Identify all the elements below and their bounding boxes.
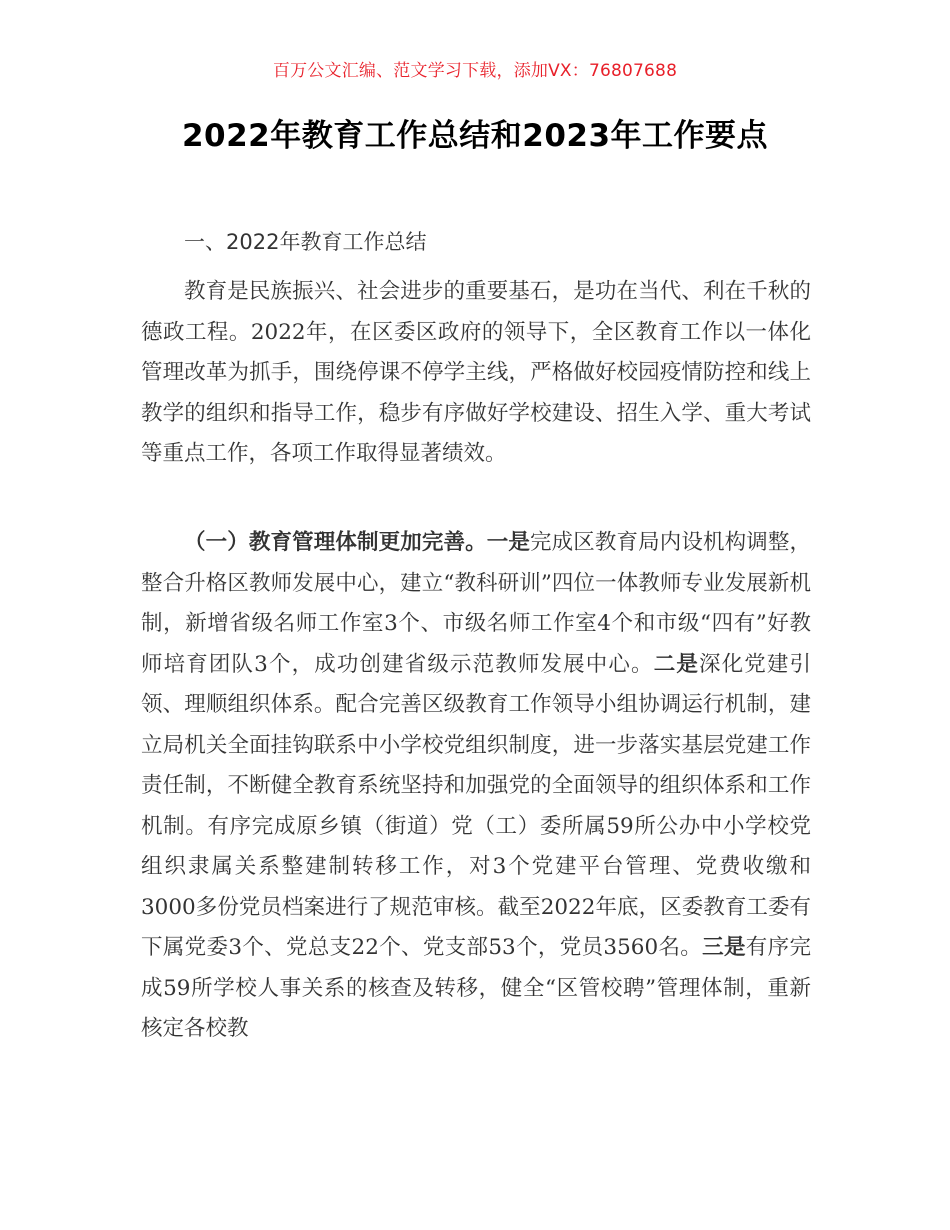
point-text-three: 有序完成59所学校人事关系的核查及转移，健全“区管校聘”管理体制，重新核定各校教 xyxy=(141,935,811,1041)
point-marker-two: 二是 xyxy=(653,651,699,677)
watermark-header-text: 百万公文汇编、范文学习下载，添加VX：76807688 xyxy=(272,61,678,81)
document-title: 2022年教育工作总结和2023年工作要点 xyxy=(181,118,769,154)
point-text-one: 完成区教育局内设机构调整，整合升格区教师发展中心，建立“教科研训”四位一体教师专业发展新机制，新增省级名师工作室3个、市级名师工作室4个和市级“四有”好教师培育团队3个，成功创建省级示范教师发展中心。 xyxy=(141,530,811,677)
paragraph-management-system xyxy=(141,523,811,1050)
point-text-two: 深化党建引领、理顺组织体系。配合完善区级教育工作领导小组协调运行机制，建立局机关全面挂钩联系中小学校党组织制度，进一步落实基层党建工作责任制，不断健全教育系统坚持和加强党的全面领导的组织体系和工作机制。有序完成原乡镇（街道）党（工）委所属59所公办中小学校党组织隶属关系整建制转移工作，对3个党建平台管理、党费收缴和3000多份党员档案进行了规范审核。截至2022年底，区委教育工委有下属党委3个、党总支22个、党支部53个，党员3560名。 xyxy=(141,651,811,960)
paragraph-intro: 教育是民族振兴、社会进步的重要基石，是功在当代、利在千秋的德政工程。2022年，在区委区政府的领导下，全区教育工作以一体化管理改革为抓手，围绕停课不停学主线，严格做好校园疫情防控和线上教学的组织和指导工作，稳步有序做好学校建设、招生入学、重大考试等重点工作，各项工作取得显著绩效。 xyxy=(141,279,811,466)
point-marker-one: 一是 xyxy=(486,530,530,555)
subsection-heading: （一）教育管理体制更加完善。 xyxy=(184,530,487,555)
point-marker-three: 三是 xyxy=(702,935,746,960)
section-heading: 一、2022年教育工作总结 xyxy=(184,230,427,254)
